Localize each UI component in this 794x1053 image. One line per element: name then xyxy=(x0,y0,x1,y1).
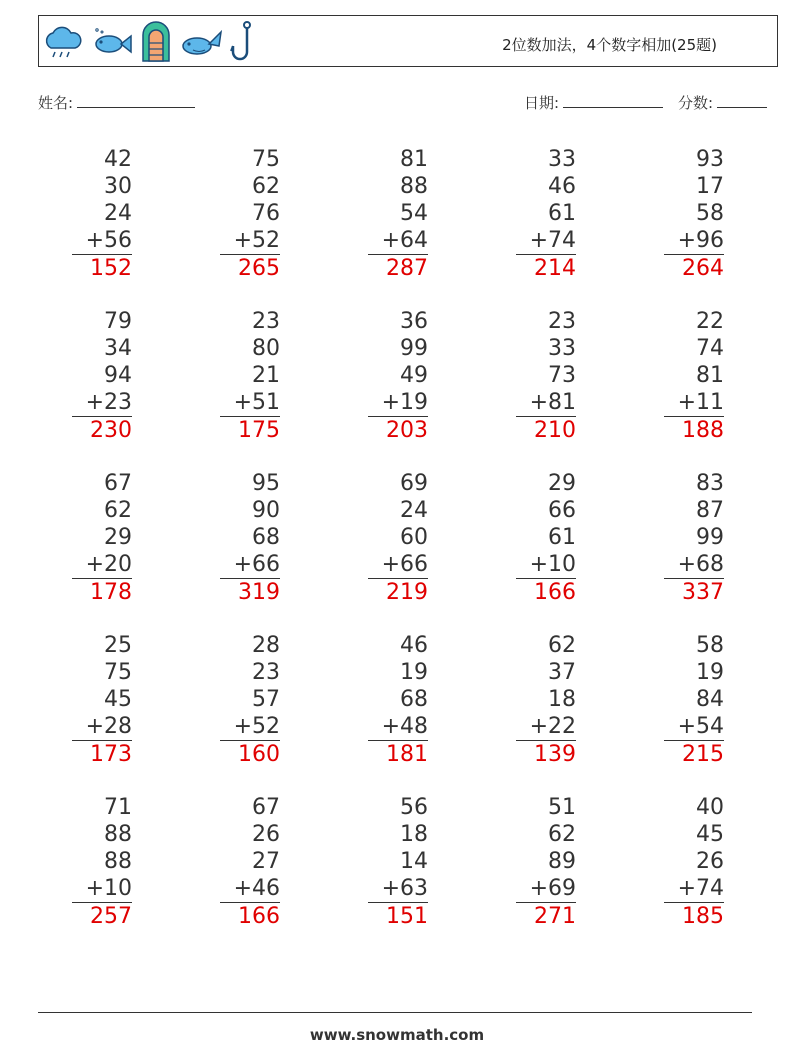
addend: 61 xyxy=(548,525,576,550)
answer: 175 xyxy=(238,418,280,443)
problem-21 xyxy=(72,794,132,930)
addend: 58 xyxy=(696,633,724,658)
addend: 33 xyxy=(548,336,576,361)
addend: 74 xyxy=(696,336,724,361)
worksheet-header xyxy=(38,15,778,67)
addend: 29 xyxy=(548,471,576,496)
addend: 26 xyxy=(252,822,280,847)
last-addend-with-plus: +69 xyxy=(516,875,576,903)
problem-15 xyxy=(664,470,724,606)
addend: 19 xyxy=(400,660,428,685)
problem-13 xyxy=(368,470,428,606)
addend: 23 xyxy=(252,309,280,334)
addend: 83 xyxy=(696,471,724,496)
problem-8 xyxy=(368,308,428,444)
answer: 319 xyxy=(238,580,280,605)
addend: 51 xyxy=(548,795,576,820)
last-addend-with-plus: +52 xyxy=(220,713,280,741)
last-addend-with-plus: +22 xyxy=(516,713,576,741)
addend: 69 xyxy=(400,471,428,496)
last-addend-with-plus: +54 xyxy=(664,713,724,741)
problem-16 xyxy=(72,632,132,768)
addend: 71 xyxy=(104,795,132,820)
addend: 37 xyxy=(548,660,576,685)
addend: 42 xyxy=(104,147,132,172)
problem-24 xyxy=(516,794,576,930)
answer: 166 xyxy=(238,904,280,929)
last-addend-with-plus: +81 xyxy=(516,389,576,417)
answer: 264 xyxy=(682,256,724,281)
addend: 21 xyxy=(252,363,280,388)
addend: 88 xyxy=(400,174,428,199)
footer-site: www.snowmath.com xyxy=(309,1026,485,1044)
addend: 46 xyxy=(400,633,428,658)
addend: 62 xyxy=(252,174,280,199)
answer: 181 xyxy=(386,742,428,767)
problem-10 xyxy=(664,308,724,444)
answer: 230 xyxy=(90,418,132,443)
addend: 95 xyxy=(252,471,280,496)
addend: 62 xyxy=(548,633,576,658)
addend: 87 xyxy=(696,498,724,523)
addend: 29 xyxy=(104,525,132,550)
addend: 89 xyxy=(548,849,576,874)
addend: 19 xyxy=(696,660,724,685)
problem-20 xyxy=(664,632,724,768)
addend: 28 xyxy=(252,633,280,658)
answer: 265 xyxy=(238,256,280,281)
problem-22 xyxy=(220,794,280,930)
last-addend-with-plus: +74 xyxy=(664,875,724,903)
name-label: 姓名: xyxy=(38,94,74,112)
addend: 62 xyxy=(548,822,576,847)
last-addend-with-plus: +66 xyxy=(220,551,280,579)
addend: 61 xyxy=(548,201,576,226)
addend: 56 xyxy=(400,795,428,820)
last-addend-with-plus: +23 xyxy=(72,389,132,417)
addend: 26 xyxy=(696,849,724,874)
addend: 99 xyxy=(696,525,724,550)
addend: 33 xyxy=(548,147,576,172)
last-addend-with-plus: +96 xyxy=(664,227,724,255)
footer-divider xyxy=(38,1012,752,1013)
addend: 23 xyxy=(548,309,576,334)
answer: 219 xyxy=(386,580,428,605)
addend: 18 xyxy=(548,687,576,712)
addend: 54 xyxy=(400,201,428,226)
addend: 84 xyxy=(696,687,724,712)
fish-icon xyxy=(179,24,223,60)
last-addend-with-plus: +52 xyxy=(220,227,280,255)
addend: 45 xyxy=(696,822,724,847)
problem-23 xyxy=(368,794,428,930)
date-field xyxy=(524,92,663,113)
answer: 188 xyxy=(682,418,724,443)
addend: 25 xyxy=(104,633,132,658)
addend: 75 xyxy=(252,147,280,172)
addend: 73 xyxy=(548,363,576,388)
problem-6 xyxy=(72,308,132,444)
last-addend-with-plus: +28 xyxy=(72,713,132,741)
addend: 49 xyxy=(400,363,428,388)
last-addend-with-plus: +51 xyxy=(220,389,280,417)
addend: 57 xyxy=(252,687,280,712)
fishing-hook-icon xyxy=(229,20,257,64)
answer: 271 xyxy=(534,904,576,929)
addend: 23 xyxy=(252,660,280,685)
addend: 68 xyxy=(400,687,428,712)
problem-11 xyxy=(72,470,132,606)
date-label: 日期: xyxy=(524,94,560,112)
last-addend-with-plus: +64 xyxy=(368,227,428,255)
addend: 18 xyxy=(400,822,428,847)
addend: 58 xyxy=(696,201,724,226)
problem-12 xyxy=(220,470,280,606)
addend: 24 xyxy=(104,201,132,226)
last-addend-with-plus: +10 xyxy=(516,551,576,579)
addend: 67 xyxy=(104,471,132,496)
addend: 90 xyxy=(252,498,280,523)
answer: 185 xyxy=(682,904,724,929)
fish-icon xyxy=(91,24,133,60)
addend: 45 xyxy=(104,687,132,712)
problem-5 xyxy=(664,146,724,282)
addend: 94 xyxy=(104,363,132,388)
last-addend-with-plus: +63 xyxy=(368,875,428,903)
last-addend-with-plus: +10 xyxy=(72,875,132,903)
last-addend-with-plus: +68 xyxy=(664,551,724,579)
addend: 68 xyxy=(252,525,280,550)
problem-4 xyxy=(516,146,576,282)
answer: 160 xyxy=(238,742,280,767)
problem-9 xyxy=(516,308,576,444)
problem-25 xyxy=(664,794,724,930)
answer: 152 xyxy=(90,256,132,281)
addend: 88 xyxy=(104,849,132,874)
last-addend-with-plus: +66 xyxy=(368,551,428,579)
answer: 257 xyxy=(90,904,132,929)
name-blank[interactable] xyxy=(77,93,195,108)
addend: 88 xyxy=(104,822,132,847)
answer: 215 xyxy=(682,742,724,767)
addend: 34 xyxy=(104,336,132,361)
problem-14 xyxy=(516,470,576,606)
answer: 287 xyxy=(386,256,428,281)
last-addend-with-plus: +46 xyxy=(220,875,280,903)
score-blank[interactable] xyxy=(717,93,767,108)
worksheet-title: 2位数加法，4个数字相加(25题) xyxy=(502,36,717,54)
last-addend-with-plus: +48 xyxy=(368,713,428,741)
answer: 173 xyxy=(90,742,132,767)
addend: 80 xyxy=(252,336,280,361)
addend: 40 xyxy=(696,795,724,820)
addend: 24 xyxy=(400,498,428,523)
header-icons xyxy=(41,20,257,64)
problem-18 xyxy=(368,632,428,768)
name-field xyxy=(38,92,195,113)
last-addend-with-plus: +19 xyxy=(368,389,428,417)
addend: 81 xyxy=(696,363,724,388)
score-label: 分数: xyxy=(678,94,714,112)
addend: 76 xyxy=(252,201,280,226)
last-addend-with-plus: +20 xyxy=(72,551,132,579)
problem-1 xyxy=(72,146,132,282)
addend: 93 xyxy=(696,147,724,172)
answer: 139 xyxy=(534,742,576,767)
cloud-rain-icon xyxy=(41,24,85,60)
addend: 99 xyxy=(400,336,428,361)
last-addend-with-plus: +56 xyxy=(72,227,132,255)
problem-2 xyxy=(220,146,280,282)
addend: 14 xyxy=(400,849,428,874)
addend: 30 xyxy=(104,174,132,199)
last-addend-with-plus: +74 xyxy=(516,227,576,255)
last-addend-with-plus: +11 xyxy=(664,389,724,417)
addend: 27 xyxy=(252,849,280,874)
problem-7 xyxy=(220,308,280,444)
problem-3 xyxy=(368,146,428,282)
answer: 166 xyxy=(534,580,576,605)
inflatable-boat-icon xyxy=(139,21,173,63)
date-blank[interactable] xyxy=(563,93,663,108)
addend: 17 xyxy=(696,174,724,199)
answer: 203 xyxy=(386,418,428,443)
addend: 75 xyxy=(104,660,132,685)
addend: 60 xyxy=(400,525,428,550)
answer: 210 xyxy=(534,418,576,443)
problem-19 xyxy=(516,632,576,768)
addend: 36 xyxy=(400,309,428,334)
addend: 62 xyxy=(104,498,132,523)
problem-17 xyxy=(220,632,280,768)
answer: 178 xyxy=(90,580,132,605)
answer: 151 xyxy=(386,904,428,929)
addend: 66 xyxy=(548,498,576,523)
addend: 67 xyxy=(252,795,280,820)
answer: 337 xyxy=(682,580,724,605)
addend: 46 xyxy=(548,174,576,199)
addend: 22 xyxy=(696,309,724,334)
score-field xyxy=(678,92,767,113)
addend: 79 xyxy=(104,309,132,334)
addend: 81 xyxy=(400,147,428,172)
answer: 214 xyxy=(534,256,576,281)
